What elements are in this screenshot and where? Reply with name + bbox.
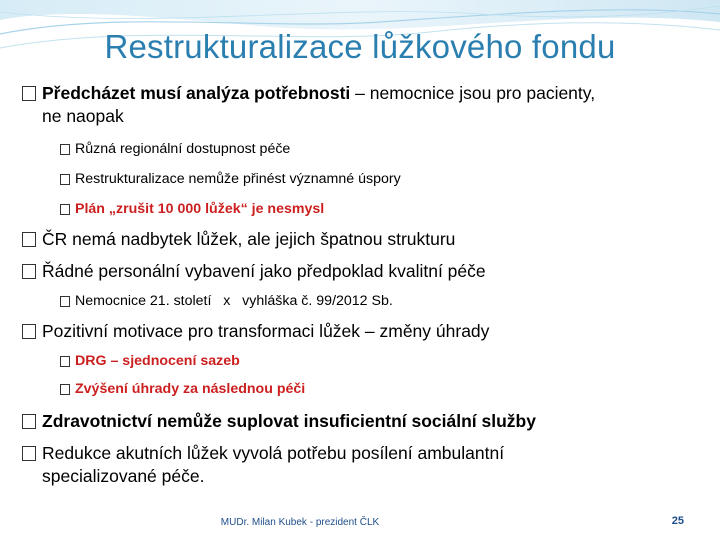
bullet-text: – nemocnice jsou pro pacienty, [350,83,596,103]
bullet-text: ČR nemá nadbytek lůžek, ale jejich špatnou strukturu [42,229,456,249]
sub-bullet-item [60,292,393,311]
bullet-text-emphasis: Plán „zrušit 10 000 lůžek“ je nesmysl [75,201,325,217]
page-number: 25 [671,515,684,527]
bullet-box-icon [22,232,36,247]
sub-bullet-item [60,380,305,399]
bullet-text-emphasis: Zvýšení úhrady za následnou péči [75,381,306,397]
slide-title: Restrukturalizace lůžkového fondu [104,28,616,65]
bullet-item [22,442,504,488]
bullet-text: Pozitivní motivace pro transformaci lůžek – změny úhrady [42,321,490,341]
bullet-text-continuation: ne naopak [42,106,124,126]
bullet-text: Redukce akutních lůžek vyvolá potřebu posílení ambulantní [42,443,505,463]
bullet-box-icon [60,296,70,307]
bullet-text-continuation: specializované péče. [42,466,205,486]
bullet-item [22,260,486,283]
bullet-box-icon [60,204,70,215]
bullet-box-icon [22,414,36,429]
bullet-box-icon [22,324,36,339]
bullet-text: Různá regionální dostupnost péče [75,141,291,157]
bullet-box-icon [22,264,36,279]
bullet-text-emphasis: DRG – sjednocení sazeb [75,353,240,369]
bullet-item [22,82,595,128]
bullet-box-icon [22,446,36,461]
sub-bullet-item [60,140,290,159]
bullet-text-bold: Zdravotnictví nemůže suplovat insuficientní sociální služby [42,411,536,431]
bullet-box-icon [22,86,36,101]
bullet-box-icon [60,144,70,155]
bullet-text-bold: Předcházet musí analýza potřebnosti [42,83,351,103]
footer-author: MUDr. Milan Kubek - prezident ČLK [220,517,380,528]
bullet-box-icon [60,356,70,367]
sub-bullet-item [60,170,401,189]
bullet-item [22,320,489,343]
bullet-item [22,228,455,251]
bullet-text: Řádné personální vybavení jako předpoklad kvalitní péče [42,261,486,281]
bullet-item [22,410,536,433]
bullet-box-icon [60,384,70,395]
sub-bullet-item [60,352,240,371]
bullet-text: Restrukturalizace nemůže přinést významné úspory [75,171,401,187]
sub-bullet-item [60,200,324,219]
bullet-text: Nemocnice 21. století x vyhláška č. 99/2012 Sb. [75,293,393,309]
bullet-box-icon [60,174,70,185]
